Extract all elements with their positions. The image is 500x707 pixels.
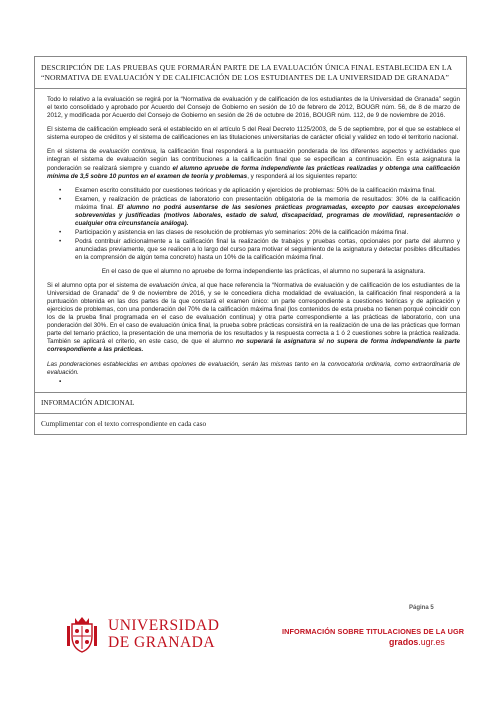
page-number: Página 5 xyxy=(409,605,434,611)
paragraph-evaluacion-unica xyxy=(47,282,460,354)
empty-bullet: ▪ xyxy=(59,377,62,385)
university-name-line1: UNIVERSIDAD xyxy=(108,617,220,634)
text-segment: , y responderá al los siguientes reparto: xyxy=(247,172,358,180)
additional-info-label: INFORMACIÓN ADICIONAL xyxy=(35,393,466,414)
section-heading: DESCRIPCIÓN DE LAS PRUEBAS QUE FORMARÁN PARTE DE LA EVALUACIÓN ÚNICA FINAL ESTABLECIDA EN LA “NORMATIVA DE EVALUACIÓN Y DE CALIFICACIÓN DE LOS ESTUDIANTES DE LA UNIVERSIDAD DE GRANADA” xyxy=(35,57,466,89)
paragraph-sistema-calificacion: El sistema de calificación empleado será el establecido en el artículo 5 del Real Decreto 1125/2003, de 5 de septiembre, por el que se establece el sistema europeo de créditos y el sistema de calificaciones en las titulaciones universitarias de carácter oficial y validez en todo el territorio nacional. xyxy=(47,126,460,142)
text-segment: Examen, y realización de prácticas de laboratorio con presentación obligatoria de la memoria de resultados: 30% de la calificación máxima final. xyxy=(75,195,460,211)
list-item xyxy=(59,196,460,228)
weighting-list xyxy=(47,187,460,262)
emphasis-attendance: El alumno no podrá ausentarse de las sesiones prácticas programadas, excepto por causas excepcionales sobrevenidas y justificadas (motivos laborales, estado de salud, discapacidad, programas de movilidad, representación o cualquier otra circunstancia análoga). xyxy=(75,203,461,227)
paragraph-ponderaciones: Las ponderaciones establecidas en ambas opciones de evaluación, serán las mismas tanto en la convocatoria ordinaria, como extraordinaria de evaluación. xyxy=(47,360,460,376)
emphasis-practicas: no superará la asignatura si no supera de forma independiente la parte correspondiente a las prácticas. xyxy=(47,338,460,354)
titulaciones-info-label: INFORMACIÓN SOBRE TITULACIONES DE LA UGR xyxy=(282,627,465,636)
paragraph-evaluacion-continua xyxy=(47,148,460,180)
list-item: • Examen escrito constituido por cuestiones teóricas y de aplicación y ejercicios de problemas: 50% de la calificación máxima final. xyxy=(59,187,460,195)
emphasis-requirement: el alumno apruebe de forma independiente las prácticas realizadas y obtenga una calificación mínima de 3,5 sobre 10 puntos en el examen de teoría y problemas xyxy=(47,164,460,180)
grados-url-link[interactable] xyxy=(389,637,445,647)
university-name-line2: DE GRANADA xyxy=(108,634,216,651)
text-segment: Si el alumno opta por el sistema de xyxy=(47,282,150,290)
text-segment: , al que hace referencia la “Normativa de evaluación y de calificación de los estudiantes de la Universidad de Granada” de 9 de noviembre de 2016, y se le concediera dicha modalidad de evaluación, la calificación final responderá a la puntuación obtenida en las dos partes de la que constará el examen único: un parte correspondiente a cuestiones teóricas y de aplicación y ejercicios de problemas, con una ponderación del 70% de la calificación máxima final (los contenidos de esta prueba no tienen porqué coincidir con los de la prueba final programada en el caso de evaluación continua) y otra parte correspondiente a las prácticas de laboratorio, con una ponderación del 30%. En el caso de evaluación única final, la prueba sobre prácticas consistirá en la realización de una de las prácticas que forman parte del temario práctico, la presentación de una memoria de los resultados y la respuesta correcta a 1 ó 2 cuestiones sobre la práctica realizada. También se aplicará el criterio, en este caso, de que el alumno xyxy=(47,282,460,346)
term-evaluacion-continua: evaluación continua xyxy=(99,148,156,156)
grados-url-bold: grados xyxy=(389,637,419,647)
grados-url-domain: .ugr.es xyxy=(418,637,445,647)
evaluation-table xyxy=(34,56,467,435)
ugr-seal-logo xyxy=(64,614,100,654)
university-name xyxy=(108,617,219,651)
text-segment: En el sistema de xyxy=(47,148,100,156)
list-item: • Podrá contribuir adicionalmente a la calificación final la realización de trabajos y pruebas cortas, opcionales por parte del alumno y anunciadas previamente, que se realicen a lo largo del curso para motivar el seguimiento de la asignatura y detectar posibles dificultades en la comprensión de algún tema concreto) hasta un 10% de la calificación máxima final. xyxy=(59,238,460,262)
evaluation-description xyxy=(35,89,466,392)
additional-info-text: Cumplimentar con el texto correspondiente en cada caso xyxy=(41,418,207,428)
term-evaluacion-unica: evaluación única xyxy=(149,282,197,290)
list-item: • Participación y asistencia en las clases de resolución de problemas y/o seminarios: 20% de la calificación máxima final. xyxy=(59,229,460,237)
text-segment: , la calificación final responderá a la puntuación ponderada de los diferentes aspectos y actividades que integran el sistema de evaluación según las contribuciones a la calificación final que se especifican a continuación. En esta asignatura la ponderación se realizará siempre y cuando xyxy=(47,148,460,172)
paragraph-practicas-requirement: En el caso de que el alumno no apruebe de forma independiente las prácticas, el alumno no superará la asignatura. xyxy=(101,268,426,276)
paragraph-normativa: Todo lo relativo a la evaluación se regirá por la “Normativa de evaluación y de calificación de los estudiantes de la Universidad de Granada” según el texto consolidado y aprobado por Acuerdo del Consejo de Gobierno en sesión de 10 de febrero de 2012, BOUGR núm. 56, de 8 de marzo de 2012, y modificada por Acuerdo del Consejo de Gobierno en sesión de 26 de octubre de 2016, BOUGR núm. 112, de 9 de noviembre de 2016. xyxy=(47,96,460,120)
